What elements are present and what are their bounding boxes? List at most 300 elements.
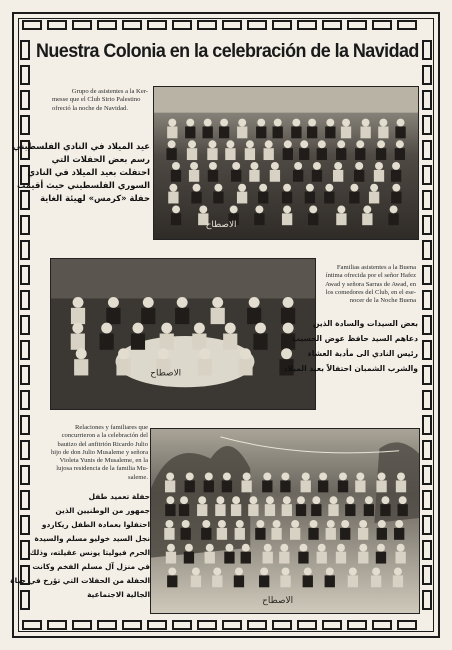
figure-body [203, 126, 213, 138]
figure-body [160, 334, 174, 350]
figure-head [378, 520, 386, 528]
figure-body [262, 480, 272, 492]
arabic-line: احتفلوا بعمادة الطفل ريكاردو [41, 520, 150, 529]
caption-line: messe que el Club Sirio Palestino [52, 96, 141, 104]
figure-head [308, 119, 316, 127]
figure-head [341, 520, 349, 528]
figure-head [246, 140, 254, 148]
figure-body [234, 575, 244, 587]
figure-head [198, 496, 206, 504]
figure-body [167, 126, 177, 138]
figure-head [161, 323, 172, 334]
caption-line: íntima ofrecida por el señor Hafez [325, 272, 416, 280]
figure-body [166, 552, 176, 564]
figure-body [279, 552, 289, 564]
border-tile [272, 20, 292, 30]
figure-head [76, 348, 87, 359]
figure-body [395, 148, 405, 160]
figure-body [256, 126, 266, 138]
border-tile [20, 290, 30, 310]
figure-body [270, 170, 280, 182]
figure-body [271, 528, 281, 540]
figure-body [378, 126, 388, 138]
photo-stamp: الاصطاح [262, 596, 294, 607]
photo-stamp: الاصطاح [150, 368, 182, 379]
figure-body [235, 528, 245, 540]
figure-body [360, 126, 370, 138]
figure-head [257, 119, 265, 127]
figure-head [396, 140, 404, 148]
border-tile [297, 620, 317, 630]
figure-head [236, 520, 244, 528]
figure-body [394, 528, 404, 540]
figure-head [185, 544, 193, 552]
border-tile [97, 620, 117, 630]
border-tile [22, 620, 42, 630]
border-tile [422, 540, 432, 560]
figure-body [311, 504, 321, 516]
figure-head [359, 544, 367, 552]
border-tile [20, 365, 30, 385]
border-tile [372, 620, 392, 630]
figure-body [283, 148, 293, 160]
figure-head [165, 520, 173, 528]
border-tile [47, 20, 67, 30]
figure-head [378, 473, 386, 481]
border-tile [422, 40, 432, 60]
figure-head [158, 348, 169, 359]
figure-body [185, 126, 195, 138]
border-tile [20, 240, 30, 260]
figure-body [355, 480, 365, 492]
figure-body [192, 334, 206, 350]
border-tile [20, 490, 30, 510]
figure-body [376, 148, 386, 160]
bottom-border-strip [22, 620, 417, 630]
figure-head [168, 119, 176, 127]
figure-head [313, 162, 321, 170]
figure-head [362, 119, 370, 127]
figure-head [377, 544, 385, 552]
photo-baptism-party [150, 428, 420, 614]
border-tile [347, 20, 367, 30]
top-border-strip [22, 20, 417, 30]
arabic-line: بعض السيدات والسادة الذين [313, 319, 418, 328]
figure-body [291, 126, 301, 138]
arabic-text-kermesse [12, 140, 150, 205]
figure-head [299, 544, 307, 552]
figure-body [184, 552, 194, 564]
figure-body [348, 575, 358, 587]
photo-dinner-table [50, 258, 316, 410]
border-tile [422, 290, 432, 310]
figure-body [336, 213, 346, 225]
arabic-line: والشرب الشمبان احتفالاً بعيد الميلاد [283, 364, 418, 373]
figure-body [358, 552, 368, 564]
figure-body [245, 148, 255, 160]
border-tile [172, 20, 192, 30]
figure-head [180, 496, 188, 504]
border-tile [422, 240, 432, 260]
figure-body [391, 170, 401, 182]
figure-body [395, 126, 405, 138]
figure-head [73, 297, 84, 308]
figure-body [376, 552, 386, 564]
arabic-line: عيد الميلاد في النادي الفلسطيني [12, 141, 150, 151]
figure-head [226, 140, 234, 148]
figure-body [355, 148, 365, 160]
figure-body [247, 308, 261, 324]
figure-head [260, 567, 268, 575]
figure-body [231, 504, 241, 516]
figure-body [71, 334, 85, 350]
figure-head [263, 473, 271, 481]
figure-body [324, 192, 334, 204]
border-tile [20, 90, 30, 110]
figure-body [280, 575, 290, 587]
figure-body [185, 480, 195, 492]
border-tile [372, 20, 392, 30]
figure-head [273, 520, 281, 528]
figure-head [330, 496, 338, 504]
figure-head [168, 140, 176, 148]
figure-head [225, 544, 233, 552]
border-tile [20, 190, 30, 210]
photo-stamp: الاصطاح [205, 220, 237, 231]
figure-body [171, 170, 181, 182]
figure-body [171, 213, 181, 225]
figure-body [318, 480, 328, 492]
figure-head [169, 184, 177, 192]
figure-body [74, 359, 88, 375]
figure-head [166, 496, 174, 504]
figure-body [198, 359, 212, 375]
figure-head [218, 520, 226, 528]
border-tile [20, 315, 30, 335]
figure-body [341, 126, 351, 138]
figure-head [363, 205, 371, 213]
figure-body [165, 504, 175, 516]
figure-head [318, 544, 326, 552]
figure-head [326, 567, 334, 575]
figure-head [327, 520, 335, 528]
border-tile [422, 490, 432, 510]
figure-body [100, 334, 114, 350]
figure-body [191, 575, 201, 587]
border-tile [122, 20, 142, 30]
figure-body [241, 480, 251, 492]
figure-body [205, 552, 215, 564]
figure-head [337, 140, 345, 148]
photo-baptism-image [151, 429, 419, 613]
figure-body [282, 213, 292, 225]
figure-body [317, 552, 327, 564]
figure-head [250, 162, 258, 170]
figure-body [187, 148, 197, 160]
figure-body [141, 308, 155, 324]
border-tile [422, 90, 432, 110]
figure-body [282, 192, 292, 204]
figure-body [280, 480, 290, 492]
border-tile [422, 165, 432, 185]
figure-head [108, 297, 119, 308]
figure-head [166, 473, 174, 481]
figure-body [175, 308, 189, 324]
figure-head [283, 205, 291, 213]
figure-head [240, 348, 251, 359]
border-tile [272, 620, 292, 630]
arabic-line: الحفلة من الحفلات التي تؤرخ في حياة [10, 576, 150, 585]
figure-head [365, 496, 373, 504]
figure-body [282, 504, 292, 516]
figure-head [392, 184, 400, 192]
caption-line: saleme. [128, 473, 148, 481]
right-border-strip [422, 40, 432, 610]
figure-head [232, 496, 240, 504]
figure-body [325, 126, 335, 138]
figure-head [208, 140, 216, 148]
border-tile [322, 20, 342, 30]
figure-body [212, 575, 222, 587]
figure-body [248, 504, 258, 516]
border-tile [397, 20, 417, 30]
border-tile [20, 115, 30, 135]
border-tile [422, 265, 432, 285]
caption-dinner [322, 264, 416, 305]
figure-head [359, 520, 367, 528]
figure-head [177, 297, 188, 308]
figure-body [179, 504, 189, 516]
arabic-line: في منزل آل مسلم الفخم وكانت [32, 562, 150, 571]
border-tile [297, 20, 317, 30]
caption-line: concurrieron a la celebración del [61, 432, 148, 440]
border-tile [347, 620, 367, 630]
figure-head [300, 140, 308, 148]
figure-head [199, 348, 210, 359]
figure-head [346, 496, 354, 504]
figure-body [166, 148, 176, 160]
figure-head [205, 473, 213, 481]
photo-dinner-image [51, 259, 315, 409]
figure-body [168, 192, 178, 204]
arabic-text-baptism [10, 490, 150, 602]
figure-body [340, 528, 350, 540]
figure-body [307, 126, 317, 138]
figure-head [118, 348, 129, 359]
figure-head [356, 140, 364, 148]
figure-head [397, 544, 405, 552]
figure-head [318, 140, 326, 148]
figure-body [237, 126, 247, 138]
figure-head [216, 496, 224, 504]
border-tile [20, 440, 30, 460]
arabic-line: جمهور من الوطنيين الذين [55, 506, 150, 515]
border-tile [122, 620, 142, 630]
figure-head [294, 162, 302, 170]
figure-head [392, 162, 400, 170]
figure-head [204, 119, 212, 127]
figure-head [325, 184, 333, 192]
figure-head [302, 473, 310, 481]
figure-body [223, 334, 237, 350]
figure-body [71, 308, 85, 324]
arabic-line: حفلة «كرمس» لهيئة الغاية [40, 193, 150, 203]
figure-head [281, 473, 289, 481]
border-tile [422, 190, 432, 210]
figure-body [308, 213, 318, 225]
figure-head [242, 544, 250, 552]
figure-head [339, 473, 347, 481]
figure-head [256, 520, 264, 528]
figure-head [274, 119, 282, 127]
figure-head [395, 520, 403, 528]
figure-head [394, 567, 402, 575]
figure-head [310, 520, 318, 528]
figure-head [255, 205, 263, 213]
figure-body [249, 170, 259, 182]
figure-head [190, 162, 198, 170]
figure-body [396, 480, 406, 492]
figure-body [259, 575, 269, 587]
figure-head [337, 205, 345, 213]
figure-body [237, 192, 247, 204]
figure-head [214, 184, 222, 192]
photo-kermesse-group [153, 86, 419, 240]
figure-body [301, 480, 311, 492]
figure-head [186, 473, 194, 481]
figure-body [181, 528, 191, 540]
figure-head [334, 162, 342, 170]
caption-line: Violeta Yunis de Musaleme, en la [59, 457, 148, 465]
figure-body [317, 148, 327, 160]
figure-body [241, 552, 251, 564]
border-tile [20, 515, 30, 535]
border-tile [20, 215, 30, 235]
figure-body [207, 148, 217, 160]
figure-body [305, 192, 315, 204]
arabic-line: احتفلت بعيد الميلاد في النادي [27, 167, 150, 177]
caption-kermesse [52, 88, 148, 113]
figure-head [349, 567, 357, 575]
figure-head [390, 205, 398, 213]
figure-head [172, 205, 180, 213]
border-tile [20, 465, 30, 485]
figure-head [188, 140, 196, 148]
figure-head [306, 184, 314, 192]
figure-head [271, 162, 279, 170]
page-title: Nuestra Colonia en la celebración de la Navidad [36, 40, 419, 62]
figure-body [225, 148, 235, 160]
figure-body [354, 170, 364, 182]
border-tile [422, 590, 432, 610]
caption-line: Awad y señora Sarras de Awad, en [325, 280, 416, 288]
figure-body [215, 504, 225, 516]
figure-body [273, 126, 283, 138]
figure-body [377, 528, 387, 540]
figure-head [212, 297, 223, 308]
figure-body [197, 504, 207, 516]
border-tile [20, 540, 30, 560]
figure-body [312, 170, 322, 182]
caption-line: Familias asistentes a la Buena [336, 264, 416, 271]
figure-head [326, 119, 334, 127]
figure-body [165, 480, 175, 492]
figure-head [397, 119, 405, 127]
figure-head [172, 162, 180, 170]
figure-head [281, 348, 292, 359]
figure-body [345, 504, 355, 516]
figure-body [204, 480, 214, 492]
caption-line: los comedores del Club, en el ese- [325, 288, 416, 296]
figure-body [336, 552, 346, 564]
figure-body [222, 480, 232, 492]
figure-head [337, 544, 345, 552]
figure-head [186, 119, 194, 127]
figure-head [230, 205, 238, 213]
figure-body [263, 552, 273, 564]
photo-kermesse-image [154, 87, 418, 239]
border-tile [422, 440, 432, 460]
figure-head [282, 567, 290, 575]
figure-body [336, 148, 346, 160]
figure-body [358, 528, 368, 540]
caption-line: nocer de la Noche Buena [349, 297, 416, 305]
border-tile [197, 20, 217, 30]
border-tile [72, 20, 92, 30]
figure-head [168, 567, 176, 575]
figure-head [356, 473, 364, 481]
figure-body [290, 528, 300, 540]
figure-head [72, 323, 83, 334]
figure-head [213, 567, 221, 575]
arabic-line: الحرم فيوليتا يونس عقيلته، وذلك [29, 548, 150, 557]
figure-body [164, 528, 174, 540]
border-tile [72, 620, 92, 630]
figure-head [220, 119, 228, 127]
arabic-line: حفلة تعميد طفل [88, 492, 150, 501]
figure-head [312, 496, 320, 504]
arabic-line: رئيس النادي الى مأدبة العشاء [307, 349, 418, 358]
figure-body [374, 170, 384, 182]
border-tile [422, 465, 432, 485]
border-tile [247, 20, 267, 30]
figure-head [238, 184, 246, 192]
figure-head [249, 496, 257, 504]
arabic-text-dinner [283, 316, 418, 376]
border-tile [322, 620, 342, 630]
caption-line: hijo de don Julio Musaleme y señora [50, 448, 148, 456]
figure-head [297, 496, 305, 504]
figure-body [328, 504, 338, 516]
figure-head [399, 496, 407, 504]
border-tile [422, 315, 432, 335]
figure-body [395, 552, 405, 564]
figure-head [238, 119, 246, 127]
figure-head [377, 140, 385, 148]
figure-head [381, 496, 389, 504]
figure-body [116, 359, 130, 375]
figure-body [326, 528, 336, 540]
figure-head [319, 473, 327, 481]
figure-head [259, 184, 267, 192]
figure-body [296, 504, 306, 516]
figure-body [191, 192, 201, 204]
caption-line: Grupo de asistentes a la Ker- [71, 88, 148, 95]
arabic-line: رسم بعض الحفلات التي [51, 154, 150, 164]
border-tile [397, 620, 417, 630]
figure-body [338, 480, 348, 492]
figure-head [342, 119, 350, 127]
